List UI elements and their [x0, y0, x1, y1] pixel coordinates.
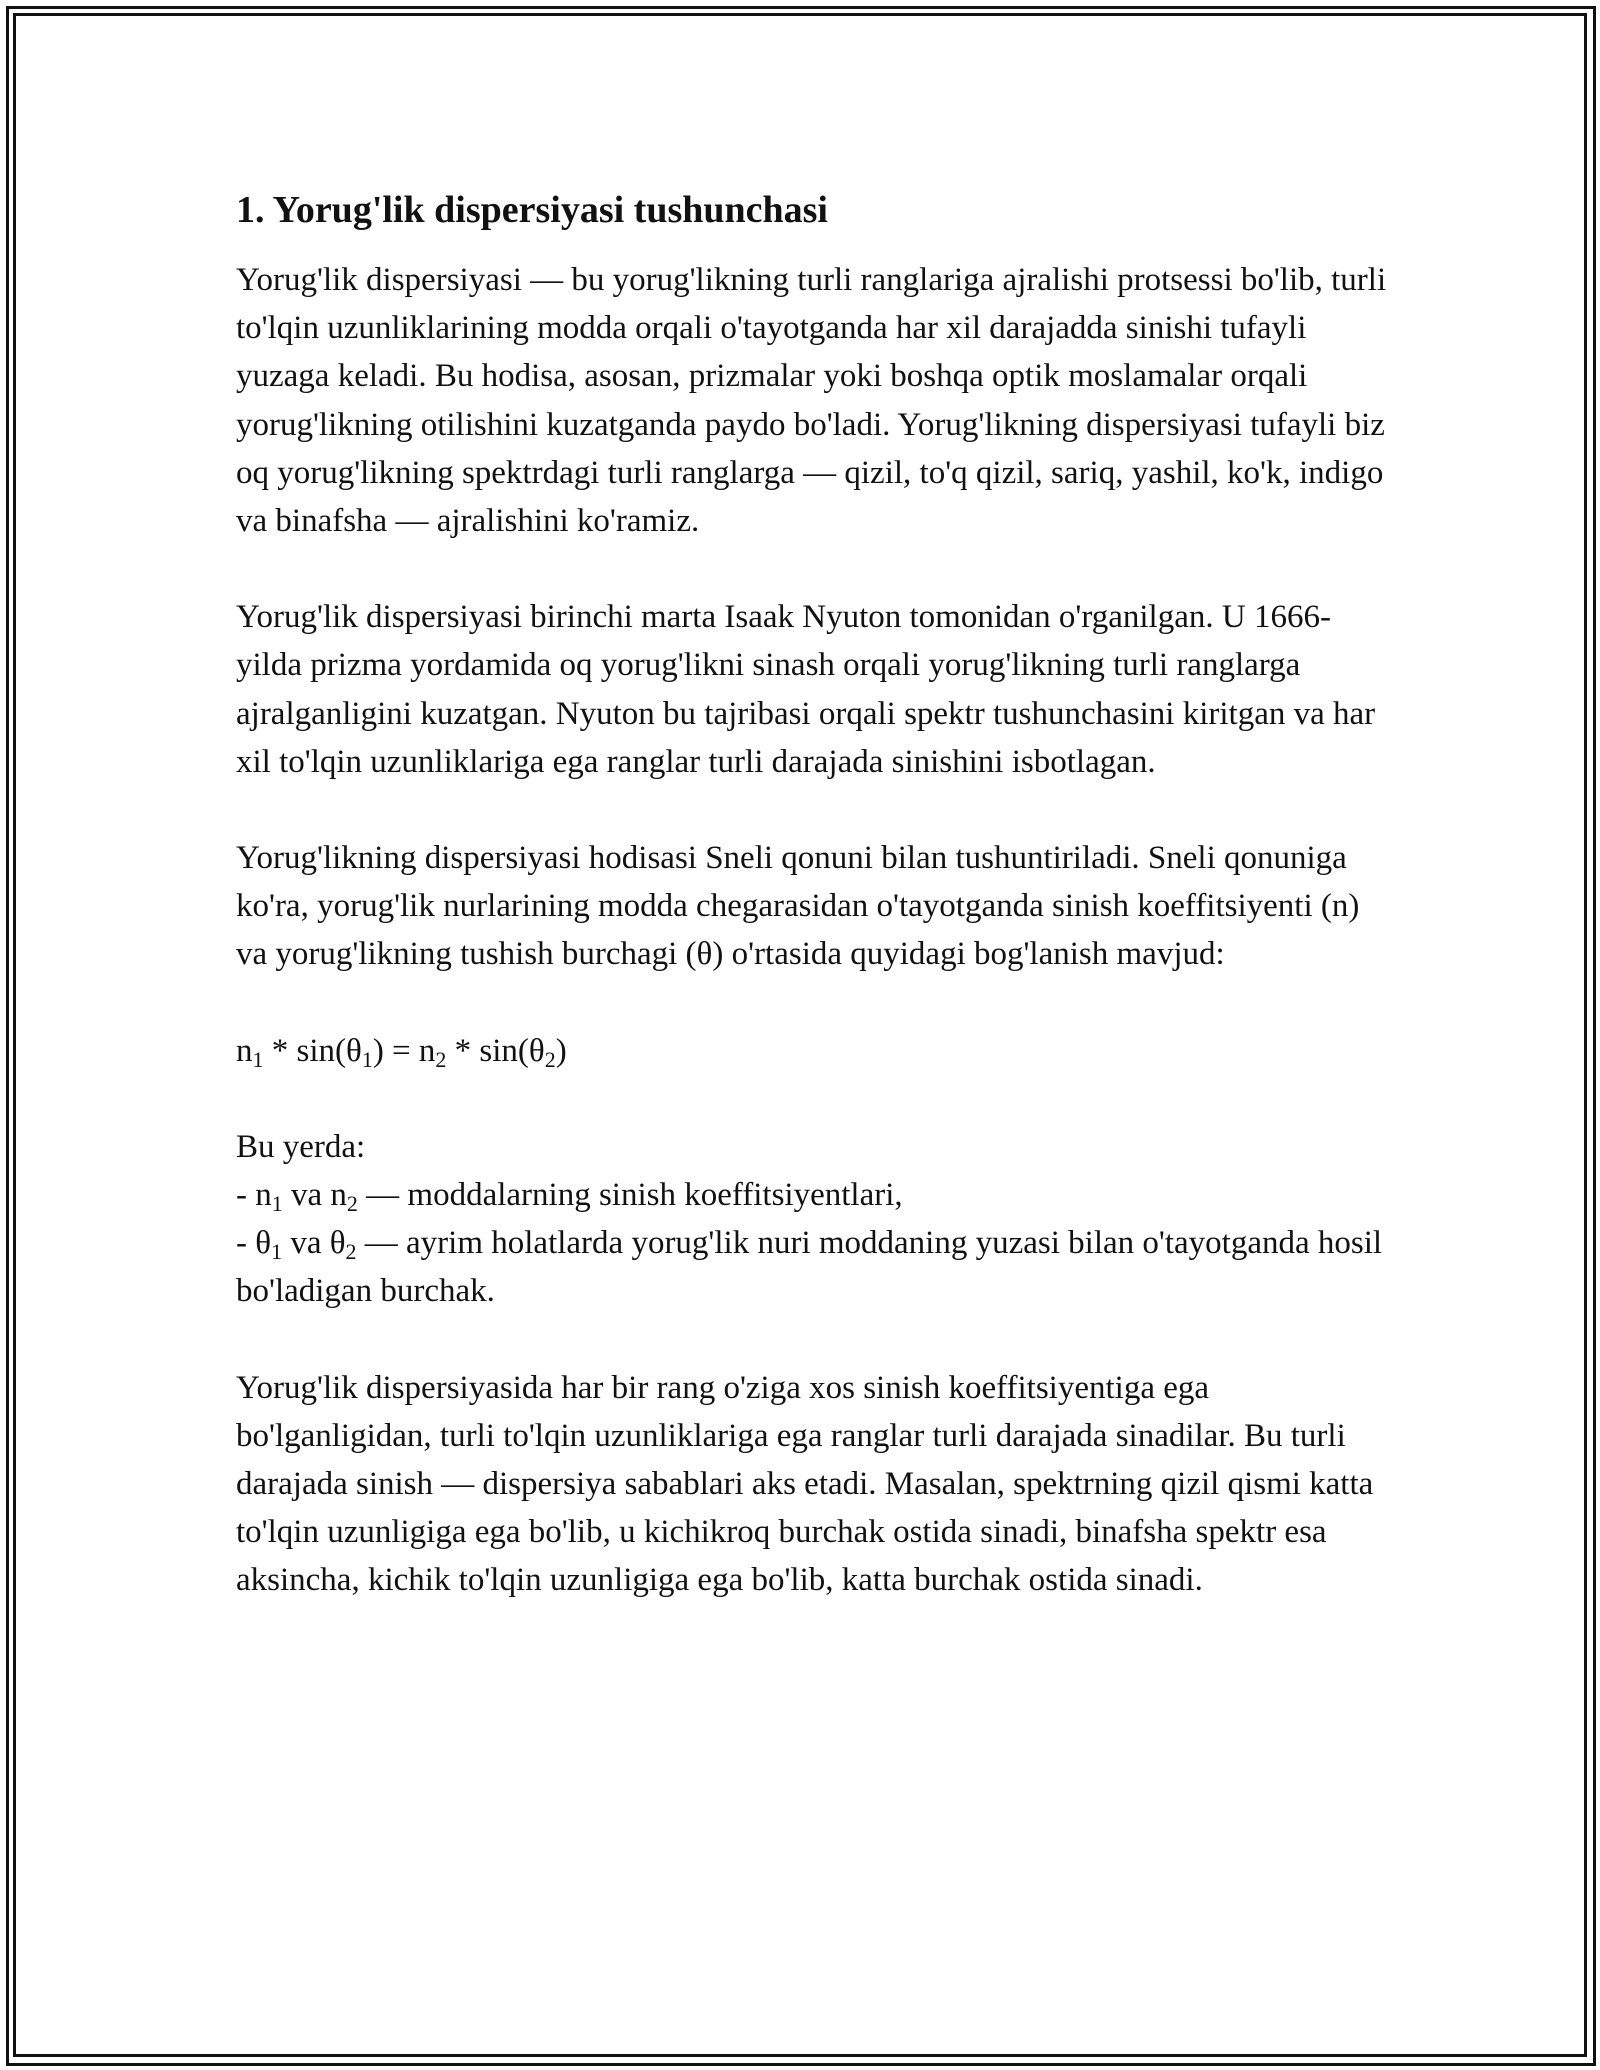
formula-equals: ) =	[372, 1032, 419, 1069]
snell-formula	[236, 1027, 1396, 1075]
formula-theta1: θ	[346, 1032, 362, 1069]
formula-sin1: * sin(	[263, 1032, 346, 1069]
section-heading: 1. Yorug'lik dispersiyasi tushunchasi	[236, 189, 828, 231]
definition-line-n: - $n_1$ va $n_2$ — moddalarning sinish koeffitsiyentlari,	[236, 1177, 903, 1217]
definitions-intro: Bu yerda:	[236, 1128, 366, 1165]
formula-n1: n	[236, 1032, 253, 1069]
formula-n2: n	[418, 1032, 436, 1069]
paragraph-newton: Yorug'lik dispersiyasi birinchi marta Isaak Nyuton tomonidan o'rganilgan. U 1666-yilda prizma yordamida oq yorug'likni sinash orqali yorug'likning turli ranglarga ajralganligini kuzatgan. Nyuton bu tajribasi orqali spektr tushunchasini kiritgan va har xil to'lqin uzunliklariga ega ranglar turli darajada sinishini isbotlagan.	[236, 599, 1376, 780]
paragraph-definition: Yorug'lik dispersiyasi — bu yorug'likning turli ranglariga ajralishi protsessi bo'lib, turli to'lqin uzunliklarining modda orqali o'tayotganda har xil darajadda sinishi tufayli yuzaga keladi. Bu hodisa, asosan, prizmalar yoki boshqa optik moslamalar orqali yorug'likning otilishini kuzatganda paydo bo'ladi. Yorug'likning dispersiyasi tufayli biz oq yorug'likning spektrdagi turli ranglarga — qizil, to'q qizil, sariq, yashil, ko'k, indigo va binafsha — ajralishini ko'ramiz.	[236, 262, 1387, 540]
formula-close: )	[555, 1032, 567, 1069]
formula-n2-sub: 2	[435, 1046, 447, 1072]
definitions-block	[236, 1123, 1396, 1316]
formula-theta1-sub: 1	[361, 1046, 373, 1072]
document-body	[236, 186, 1396, 1653]
formula-n1-sub: 1	[252, 1046, 264, 1072]
paragraph-snell: Yorug'likning dispersiyasi hodisasi Sneli qonuni bilan tushuntiriladi. Sneli qonuniga ko'ra, yorug'lik nurlarining modda chegarasidan o'tayotganda sinish koeffitsiyenti (n) va yorug'likning tushish burchagi (θ) o'rtasida quyidagi bog'lanish mavjud:	[236, 840, 1360, 973]
formula-sin2: * sin(	[446, 1032, 529, 1069]
definition-line-theta: - $\theta_1$ va $\theta_2$ — ayrim holatlarda yorug'lik nuri moddaning yuzasi bilan o'tayotganda hosil bo'ladigan burchak.	[236, 1225, 1383, 1310]
formula-theta2-sub: 2	[544, 1046, 556, 1072]
paragraph-conclusion: Yorug'lik dispersiyasida har bir rang o'ziga xos sinish koeffitsiyentiga ega bo'lganligidan, turli to'lqin uzunliklariga ega ranglar turli darajada sinadilar. Bu turli darajada sinish — dispersiya sabablari aks etadi. Masalan, spektrning qizil qismi katta to'lqin uzunligiga ega bo'lib, u kichikroq burchak ostida sinadi, binafsha spektr esa aksincha, kichik to'lqin uzunligiga ega bo'lib, katta burchak ostida sinadi.	[236, 1369, 1374, 1599]
formula-theta2: θ	[528, 1032, 545, 1069]
